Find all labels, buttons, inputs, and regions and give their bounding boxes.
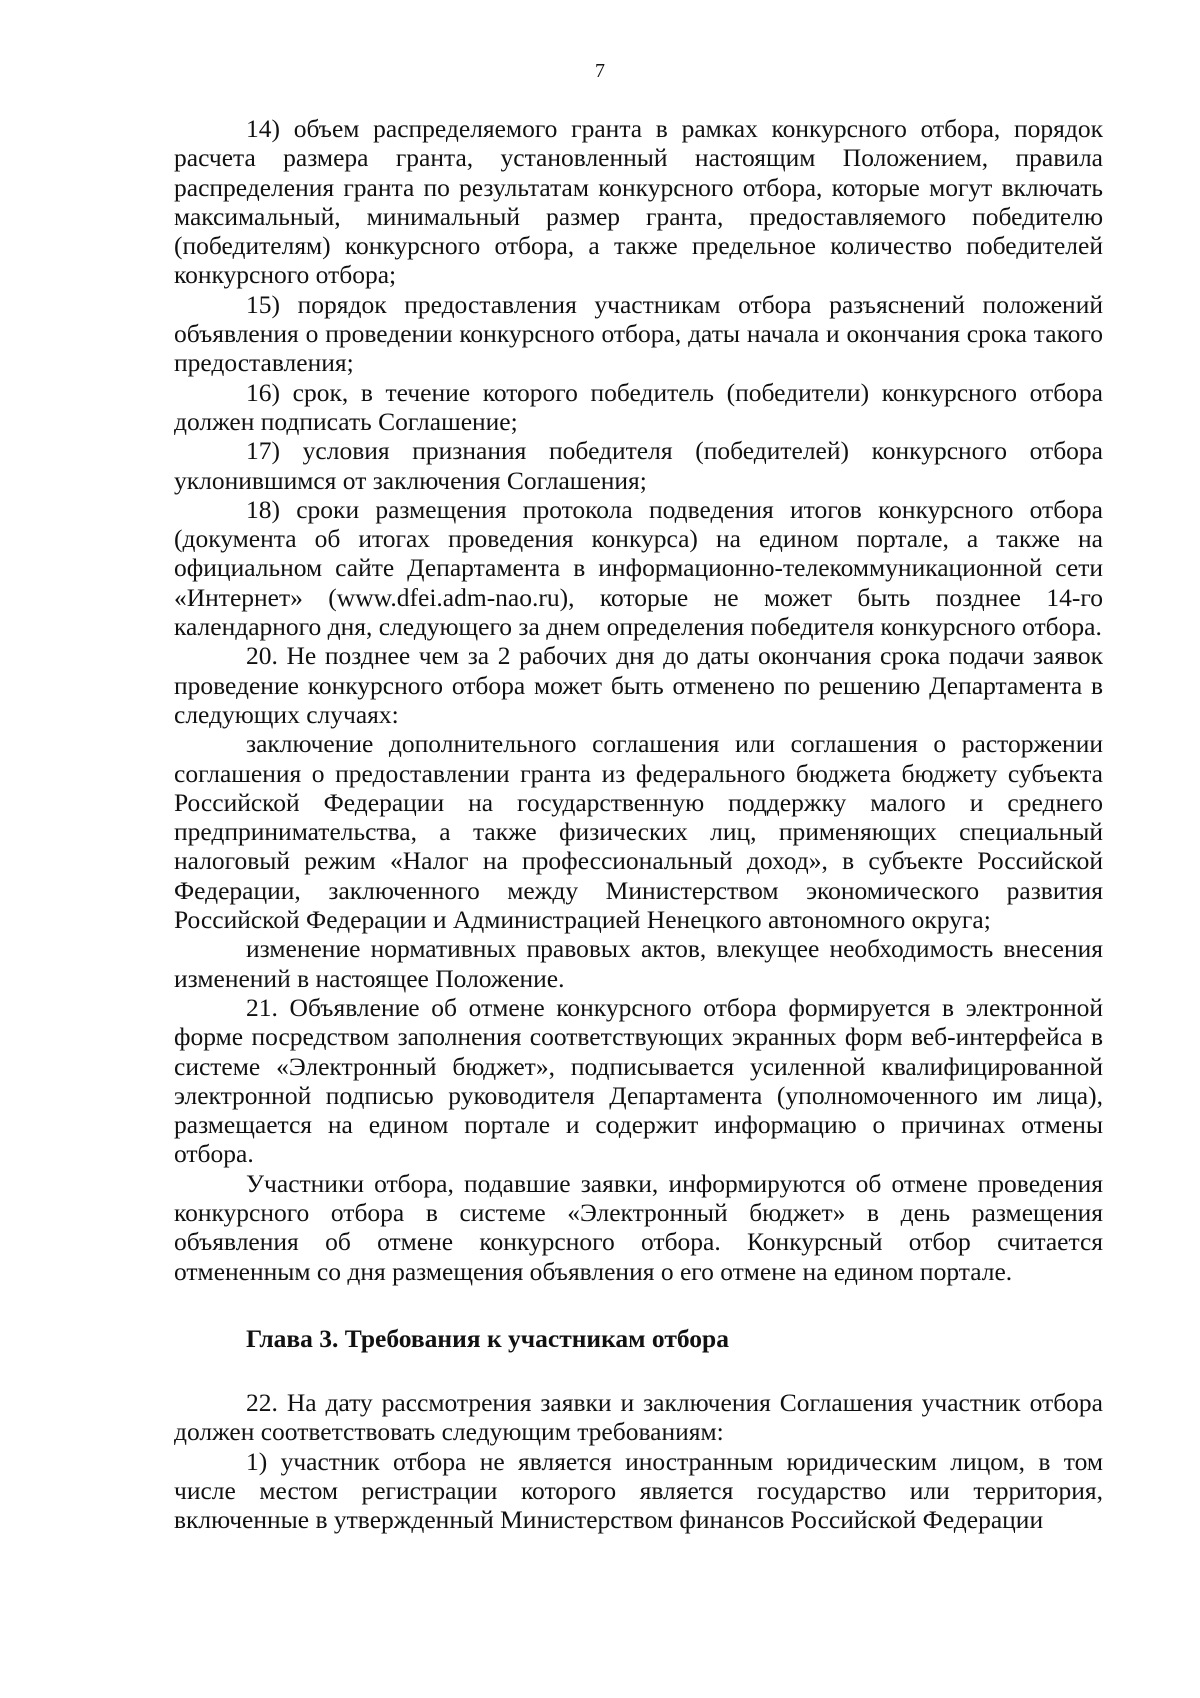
paragraph-participants-notice: Участники отбора, подавшие заявки, информируются об отмене проведения конкурсного отбора в системе «Электронный бюджет» в день размещения объявления об отмене конкурсного отбора. Конкурсный отбор считается отмененным со дня размещения объявления о его отмене на едином портале.: [174, 1168, 1103, 1286]
paragraph-clause-20: 20. Не позднее чем за 2 рабочих дня до даты окончания срока подачи заявок проведение конкурсного отбора может быть отменено по решению Департамента в следующих случаях:: [174, 641, 1103, 729]
paragraph-item-17: 17) условия признания победителя (победителей) конкурсного отбора уклонившимся от заключения Соглашения;: [174, 436, 1103, 495]
paragraph-item-16: 16) срок, в течение которого победитель (победители) конкурсного отбора должен подписать Соглашение;: [174, 377, 1103, 436]
paragraph-requirement-1: 1) участник отбора не является иностранным юридическим лицом, в том числе местом регистрации которого является государство или территория, включенные в утвержденный Министерством финансов Российской Федерации: [174, 1446, 1103, 1535]
paragraph-item-14: 14) объем распределяемого гранта в рамках конкурсного отбора, порядок расчета размера гранта, установленный настоящим Положением, правила распределения гранта по результатам конкурсного отбора, которые могут включать максимальный, минимальный размер гранта, предоставляемого победителю (победителям) конкурсного отбора, а также предельное количество победителей конкурсного отбора;: [174, 114, 1103, 290]
document-body: [174, 114, 1103, 1535]
paragraph-item-18: 18) сроки размещения протокола подведения итогов конкурсного отбора (документа об итогах проведения конкурса) на едином портале, а также на официальном сайте Департамента в информационно-телекоммуникационной сети «Интернет» (www.dfei.adm-nao.ru), которые не может быть позднее 14-го календарного дня, следующего за днем определения победителя конкурсного отбора.: [174, 494, 1103, 642]
page-number: 7: [595, 60, 605, 82]
paragraph-case-agreement: заключение дополнительного соглашения или соглашения о расторжении соглашения о предоставлении гранта из федерального бюджета бюджету субъекта Российской Федерации на государственную поддержку малого и среднего предпринимательства, а также физических лиц, применяющих специальный налоговый режим «Налог на профессиональный доход», в субъекте Российской Федерации, заключенного между Министерством экономического развития Российской Федерации и Администрацией Ненецкого автономного округа;: [174, 729, 1103, 935]
paragraph-clause-22: 22. На дату рассмотрения заявки и заключения Соглашения участник отбора должен соответствовать следующим требованиям:: [174, 1388, 1103, 1447]
paragraph-case-legislation: изменение нормативных правовых актов, влекущее необходимость внесения изменений в настоящее Положение.: [174, 934, 1103, 993]
chapter-heading: Глава 3. Требования к участникам отбора: [246, 1323, 729, 1353]
paragraph-item-15: 15) порядок предоставления участникам отбора разъяснений положений объявления о проведении конкурсного отбора, даты начала и окончания срока такого предоставления;: [174, 289, 1103, 378]
paragraph-clause-21: 21. Объявление об отмене конкурсного отбора формируется в электронной форме посредством заполнения соответствующих экранных форм веб-интерфейса в системе «Электронный бюджет», подписывается усиленной квалифицированной электронной подписью руководителя Департамента (уполномоченного им лица), размещается на едином портале и содержит информацию о причинах отмены отбора.: [174, 992, 1103, 1169]
